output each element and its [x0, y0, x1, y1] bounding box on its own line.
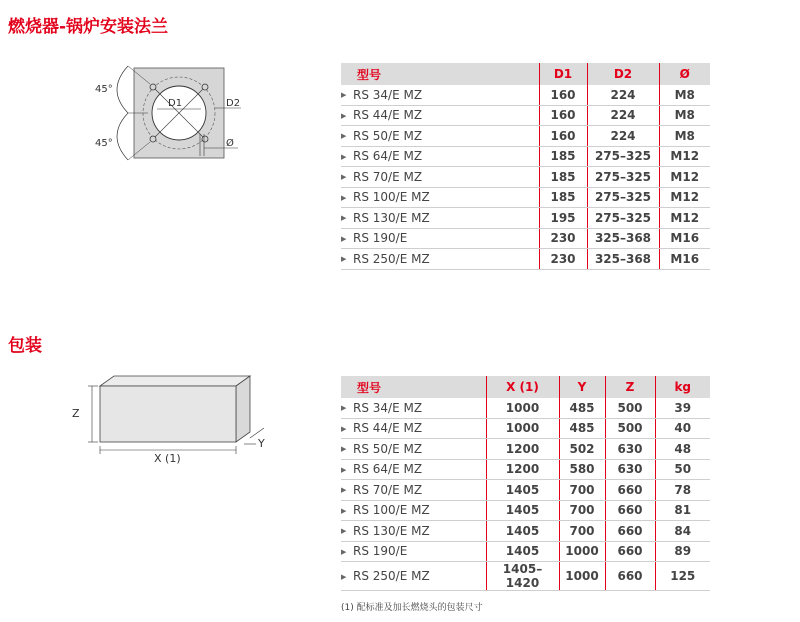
d1-cell: 160: [539, 85, 587, 105]
table-row: [341, 126, 710, 147]
bolt-cell: M8: [659, 85, 710, 105]
d2-label: D2: [226, 98, 241, 109]
header-x: X (1): [486, 376, 559, 398]
arrow-right-icon: ▶: [341, 527, 347, 536]
arrow-right-icon: ▶: [341, 152, 347, 161]
d2-cell: 224: [587, 105, 659, 126]
footnote: (1) 配标准及加长燃烧头的包装尺寸: [341, 603, 483, 613]
d1-cell: 185: [539, 146, 587, 167]
header-d2: D2: [587, 63, 659, 85]
box-top-face: [100, 376, 250, 386]
bolt-cell: M16: [659, 228, 710, 249]
d2-cell: 325–368: [587, 249, 659, 270]
box-side-face: [236, 376, 250, 442]
x-cell: 1000: [486, 418, 559, 439]
d1-cell: 185: [539, 187, 587, 208]
arrow-right-icon: ▶: [341, 572, 347, 581]
model-cell: ▶ RS 70/E MZ: [341, 480, 486, 501]
model-cell: ▶ RS 250/E MZ: [341, 562, 486, 591]
z-cell: 660: [605, 480, 655, 501]
header-bolt: Ø: [659, 63, 710, 85]
model-cell: ▶ RS 250/E MZ: [341, 249, 539, 270]
arrow-right-icon: ▶: [341, 424, 347, 433]
d1-cell: 160: [539, 126, 587, 147]
bolt-cell: M12: [659, 208, 710, 229]
d2-cell: 224: [587, 126, 659, 147]
arrow-right-icon: ▶: [341, 486, 347, 495]
header-model: 型号: [341, 63, 539, 85]
model-cell: ▶ RS 190/E: [341, 541, 486, 562]
bolt-hole: [150, 136, 156, 142]
d1-cell: 160: [539, 105, 587, 126]
model-cell: ▶ RS 130/E MZ: [341, 208, 539, 229]
d2-cell: 224: [587, 85, 659, 105]
arrow-right-icon: ▶: [341, 111, 347, 120]
bolt-cell: M12: [659, 167, 710, 188]
bolt-cell: M12: [659, 146, 710, 167]
d1-label: D1: [168, 98, 183, 109]
arrow-right-icon: ▶: [341, 173, 347, 182]
y-cell: 700: [559, 500, 605, 521]
arrow-right-icon: ▶: [341, 547, 347, 556]
arrow-right-icon: ▶: [341, 234, 347, 243]
packaging-table: [341, 376, 710, 591]
arrow-right-icon: ▶: [341, 255, 347, 264]
x-cell: 1405: [486, 500, 559, 521]
d2-cell: 275–325: [587, 146, 659, 167]
table-row: [341, 228, 710, 249]
table-row: [341, 105, 710, 126]
z-cell: 660: [605, 562, 655, 591]
x-cell: 1200: [486, 459, 559, 480]
bolt-hole: [202, 136, 208, 142]
z-cell: 630: [605, 439, 655, 460]
z-cell: 500: [605, 398, 655, 418]
arrow-right-icon: ▶: [341, 214, 347, 223]
y-cell: 1000: [559, 562, 605, 591]
model-cell: ▶ RS 70/E MZ: [341, 167, 539, 188]
d1-cell: 230: [539, 249, 587, 270]
bolt-label: Ø: [226, 138, 234, 149]
bolt-cell: M8: [659, 126, 710, 147]
x-cell: 1200: [486, 439, 559, 460]
y-cell: 502: [559, 439, 605, 460]
y-cell: 700: [559, 480, 605, 501]
z-label: Z: [72, 407, 80, 420]
model-cell: ▶ RS 130/E MZ: [341, 521, 486, 542]
d2-cell: 275–325: [587, 208, 659, 229]
header-z: Z: [605, 376, 655, 398]
kg-cell: 84: [655, 521, 710, 542]
model-cell: ▶ RS 44/E MZ: [341, 418, 486, 439]
z-cell: 500: [605, 418, 655, 439]
header-y: Y: [559, 376, 605, 398]
d2-cell: 275–325: [587, 167, 659, 188]
table-header-row: [341, 63, 710, 85]
table-row: [341, 418, 710, 439]
model-cell: ▶ RS 34/E MZ: [341, 85, 539, 105]
d1-cell: 185: [539, 167, 587, 188]
y-cell: 700: [559, 521, 605, 542]
bolt-cell: M12: [659, 187, 710, 208]
y-label: Y: [258, 437, 265, 450]
y-cell: 1000: [559, 541, 605, 562]
table-row: [341, 562, 710, 591]
arrow-right-icon: ▶: [341, 465, 347, 474]
table-row: [341, 459, 710, 480]
bolt-hole: [202, 84, 208, 90]
model-cell: ▶ RS 44/E MZ: [341, 105, 539, 126]
arrow-right-icon: ▶: [341, 445, 347, 454]
table-row: [341, 208, 710, 229]
model-cell: ▶ RS 50/E MZ: [341, 126, 539, 147]
kg-cell: 50: [655, 459, 710, 480]
packaging-section-title: 包装: [8, 336, 42, 356]
z-cell: 660: [605, 541, 655, 562]
table-row: [341, 249, 710, 270]
table-row: [341, 541, 710, 562]
kg-cell: 89: [655, 541, 710, 562]
x-label: X (1): [154, 452, 181, 465]
model-cell: ▶ RS 100/E MZ: [341, 500, 486, 521]
d1-cell: 230: [539, 228, 587, 249]
table-row: [341, 439, 710, 460]
model-cell: ▶ RS 190/E: [341, 228, 539, 249]
arrow-right-icon: ▶: [341, 132, 347, 141]
table-header-row: [341, 376, 710, 398]
model-cell: ▶ RS 64/E MZ: [341, 459, 486, 480]
arrow-right-icon: ▶: [341, 404, 347, 413]
model-cell: ▶ RS 100/E MZ: [341, 187, 539, 208]
d1-cell: 195: [539, 208, 587, 229]
header-model: 型号: [341, 376, 486, 398]
table-row: [341, 398, 710, 418]
y-cell: 485: [559, 418, 605, 439]
header-kg: kg: [655, 376, 710, 398]
model-cell: ▶ RS 64/E MZ: [341, 146, 539, 167]
z-cell: 660: [605, 500, 655, 521]
x-cell: 1000: [486, 398, 559, 418]
table-row: [341, 480, 710, 501]
angle-top-label: 45°: [95, 84, 113, 95]
table-row: [341, 146, 710, 167]
angle-bottom-label: 45°: [95, 138, 113, 149]
angle-arc: [117, 113, 128, 160]
flange-table: [341, 63, 710, 270]
arrow-right-icon: ▶: [341, 506, 347, 515]
d2-cell: 325–368: [587, 228, 659, 249]
d2-cell: 275–325: [587, 187, 659, 208]
model-cell: ▶ RS 50/E MZ: [341, 439, 486, 460]
x-cell: 1405: [486, 541, 559, 562]
flange-diagram: [88, 60, 248, 176]
z-cell: 630: [605, 459, 655, 480]
table-row: [341, 521, 710, 542]
kg-cell: 40: [655, 418, 710, 439]
arrow-right-icon: ▶: [341, 193, 347, 202]
kg-cell: 48: [655, 439, 710, 460]
table-row: [341, 85, 710, 105]
kg-cell: 78: [655, 480, 710, 501]
x-cell: 1405: [486, 521, 559, 542]
table-row: [341, 500, 710, 521]
header-d1: D1: [539, 63, 587, 85]
angle-arc: [117, 66, 128, 113]
kg-cell: 39: [655, 398, 710, 418]
x-cell: 1405–1420: [486, 562, 559, 591]
packaging-diagram: [68, 370, 278, 466]
x-cell: 1405: [486, 480, 559, 501]
bolt-cell: M8: [659, 105, 710, 126]
flange-section-title: 燃烧器-锅炉安装法兰: [8, 17, 169, 37]
z-cell: 660: [605, 521, 655, 542]
kg-cell: 125: [655, 562, 710, 591]
box-front-face: [100, 386, 236, 442]
y-cell: 485: [559, 398, 605, 418]
model-cell: ▶ RS 34/E MZ: [341, 398, 486, 418]
bolt-cell: M16: [659, 249, 710, 270]
table-row: [341, 187, 710, 208]
y-cell: 580: [559, 459, 605, 480]
bolt-hole: [150, 84, 156, 90]
table-row: [341, 167, 710, 188]
arrow-right-icon: ▶: [341, 91, 347, 100]
kg-cell: 81: [655, 500, 710, 521]
